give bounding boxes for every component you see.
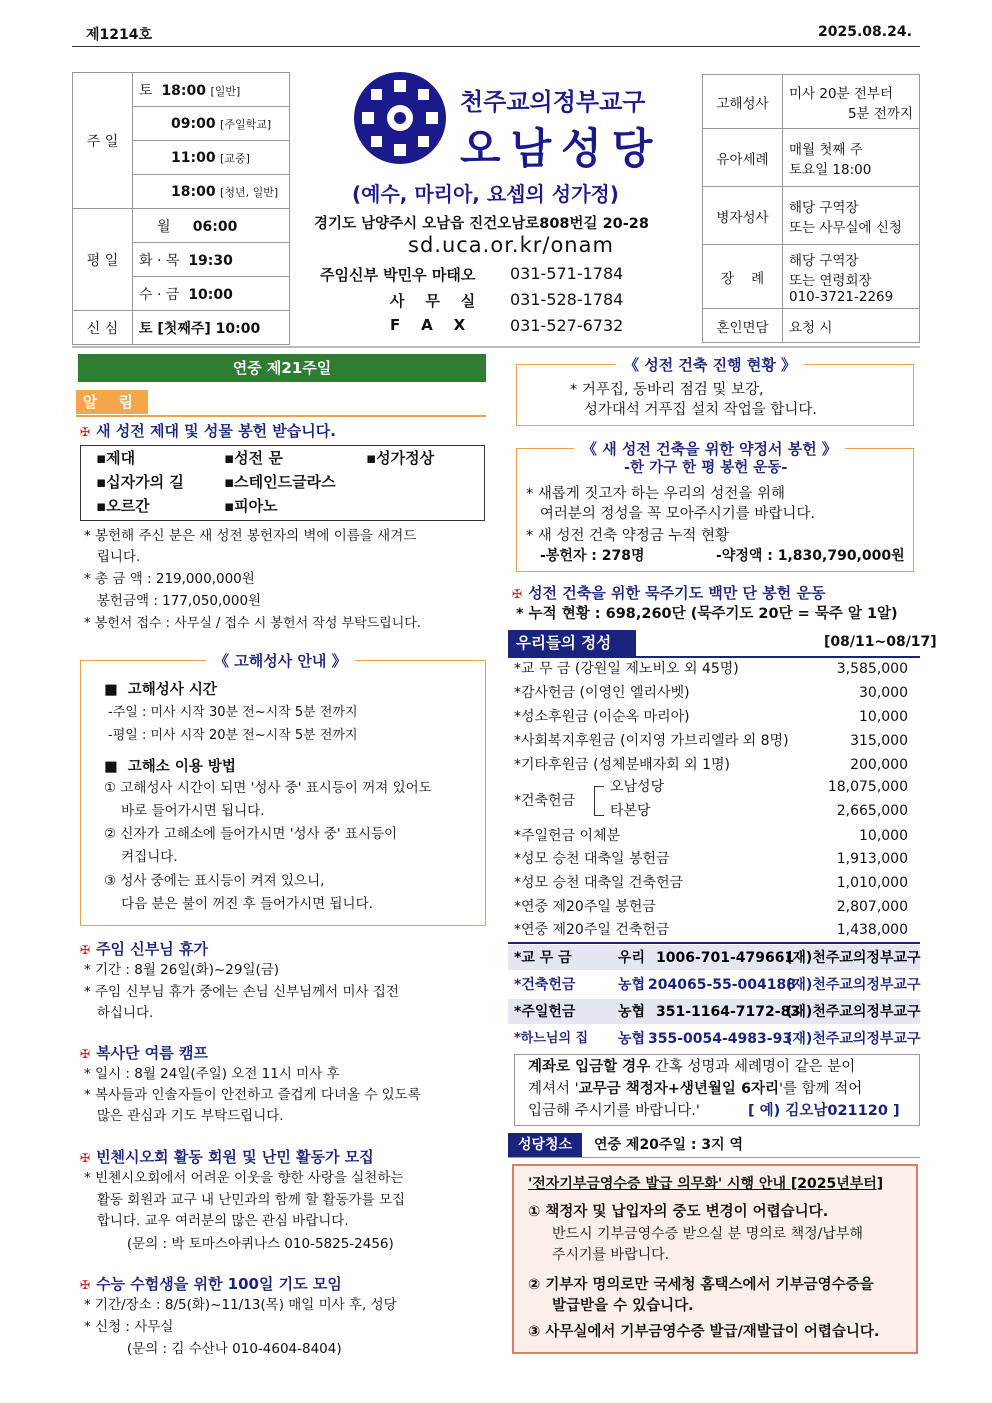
sacrament-value: 또는 연령회장 (789, 272, 872, 289)
sacrament-value: 해당 구역장 (789, 199, 859, 216)
confession-time: -평일 : 미사 시작 20분 전~시작 5분 전까지 (108, 728, 358, 743)
confession-method: 켜집니다. (104, 849, 178, 865)
offering-amount: 18,075,000 (827, 779, 908, 795)
altar-note: 봉헌금액 : 177,050,000원 (84, 593, 262, 609)
sacrament-label: 혼인면담 (703, 309, 783, 343)
account-row (508, 944, 920, 970)
contact-label: F A X (390, 316, 466, 334)
camp-line: * 일시 : 8월 24일(주일) 오전 11시 미사 후 (84, 1066, 340, 1082)
mass-time: 19:30 (188, 252, 233, 269)
issue-date: 2025.08.24. (818, 24, 912, 40)
exam-line: * 기간/장소 : 8/5(화)~11/13(목) 매일 미사 후, 성당 (84, 1297, 397, 1313)
exam-line: (문의 : 김 수산나 010-4604-8404) (84, 1341, 342, 1357)
mass-time: 11:00 (171, 149, 216, 166)
offering-amount: 200,000 (850, 757, 908, 773)
sacrament-value: 미사 20분 전부터 (789, 85, 894, 102)
account-holder: (재)천주교의정부교구 (786, 950, 921, 966)
pledge-subtitle: -한 가구 한 평 봉헌 운동- (624, 460, 788, 476)
offering-row (514, 896, 908, 918)
issue-number: 제1214호 (86, 27, 153, 43)
mass-note: [주일학교] (220, 117, 272, 131)
exam-heading: ✠ 수능 수험생을 위한 100일 기도 모임 (80, 1275, 342, 1293)
offerings-period: [08/11~08/17] (824, 634, 937, 650)
confession-method: 바로 들어가시면 됩니다. (104, 803, 265, 819)
altar-note: * 봉헌서 접수 : 사무실 / 접수 시 봉헌서 작성 부탁드립니다. (84, 616, 421, 631)
deposit-note-line: 입금해 주시기를 바랍니다.' (528, 1103, 700, 1119)
offering-row (514, 658, 908, 680)
account-number: 355-0054-4983-93 (648, 1031, 793, 1047)
offering-amount: 1,913,000 (836, 851, 908, 867)
cross-icon: ✠ (512, 587, 523, 601)
altar-item: ▪오르간 (96, 497, 150, 515)
offering-row (514, 682, 908, 704)
offering-row (514, 754, 908, 776)
receipt-item-head: ① 책정자 및 납입자의 중도 변경이 어렵습니다. (528, 1204, 829, 1220)
altar-item: ▪피아노 (224, 497, 278, 515)
mass-note: [청년, 일반] (220, 185, 279, 199)
confession-method: 다음 분은 불이 꺼진 후 들어가시면 됩니다. (104, 896, 373, 912)
cross-icon: ✠ (80, 943, 91, 957)
account-number: 1006-701-479661 (656, 950, 795, 966)
sacrament-label: 병자성사 (703, 187, 783, 245)
confession-method-heading: ■ 고해소 이용 방법 (104, 759, 236, 775)
header-rule (72, 46, 920, 47)
sinsim-time: 토 [첫째주] 10:00 (133, 311, 290, 345)
confession-time-heading: ■ 고해성사 시간 (104, 682, 217, 698)
offering-row (514, 872, 908, 894)
camp-heading: ✠ 복사단 여름 캠프 (80, 1044, 208, 1062)
offering-amount: 1,438,000 (836, 922, 908, 938)
confession-time: -주일 : 미사 시작 30분 전~시작 5분 전까지 (108, 705, 358, 720)
building-row (610, 800, 908, 822)
account-number: 204065-55-004188 (648, 977, 796, 993)
construction-line: * 거푸집, 동바리 점검 및 보강, (570, 382, 764, 398)
deposit-note-line: 계셔서 '교무금 책정자+생년월일 6자리'를 함께 적어 (528, 1081, 863, 1097)
parish-subtitle: (예수, 마리아, 요셉의 성가정) (352, 182, 619, 206)
vincent-line: 활동 회원과 교구 내 난민과의 함께 할 활동가를 모집 (84, 1192, 406, 1208)
pledge-amount: -약정액 : 1,830,790,000원 (716, 548, 905, 564)
altar-item: ▪스테인드글라스 (224, 473, 336, 491)
altar-item: ▪성가정상 (366, 449, 435, 467)
diocese-logo-icon (352, 70, 448, 166)
sacrament-value: 해당 구역장 (789, 252, 859, 269)
vacation-heading: ✠ 주임 신부님 휴가 (80, 940, 208, 958)
offering-label: *연중 제20주일 봉헌금 (514, 899, 656, 915)
account-type: *하느님의 집 (514, 1031, 589, 1046)
parish-url[interactable]: sd.uca.or.kr/onam (408, 233, 614, 257)
contact-value: 031-528-1784 (510, 290, 624, 309)
vincent-line: (문의 : 박 토마스아퀴나스 010-5825-2456) (84, 1236, 394, 1252)
cross-icon: ✠ (80, 1151, 91, 1165)
vincent-line: * 빈첸시오회에서 어려운 이웃을 향한 사랑을 실천하는 (84, 1170, 404, 1186)
building-row (610, 776, 908, 798)
diocese-name: 천주교의정부교구 (460, 88, 646, 116)
contact-value: 031-527-6732 (510, 316, 624, 335)
cross-icon: ✠ (80, 1047, 91, 1061)
mass-schedule-table (72, 72, 290, 345)
offering-row (514, 919, 908, 941)
offering-row (514, 706, 908, 728)
offering-row (514, 730, 908, 752)
mass-time: 18:00 (161, 82, 207, 99)
camp-line: * 복사들과 인솔자들이 안전하고 즐겁게 다녀올 수 있도록 (84, 1087, 421, 1103)
header-bottom-rule (72, 346, 920, 348)
cleaning-rule (508, 1157, 920, 1158)
pledge-line: 여러분의 정성을 꼭 모아주시기를 바랍니다. (526, 506, 815, 522)
confession-method: ② 신자가 고해소에 들어가시면 '성사 중' 표시등이 (104, 826, 398, 842)
building-label: *건축헌금 (514, 793, 576, 809)
vacation-line: 하십니다. (84, 1005, 154, 1021)
account-bank: 농협 (618, 1031, 646, 1047)
weekday-label: 평 일 (73, 209, 133, 311)
offering-label: *성소후원금 (이순옥 마리아) (514, 709, 690, 725)
sacrament-label: 유아세례 (703, 129, 783, 187)
offering-amount: 10,000 (859, 828, 908, 844)
account-type: *주일헌금 (514, 1004, 576, 1020)
cross-icon: ✠ (80, 1278, 91, 1292)
altar-heading: ✠ 새 성전 제대 및 성물 봉헌 받습니다. (80, 422, 336, 440)
deposit-example: [ 예) 김오남021120 ] (748, 1103, 900, 1119)
cross-icon: ✠ (80, 425, 91, 439)
account-type: *교 무 금 (514, 950, 572, 966)
account-holder: (재)천주교의정부교구 (786, 1004, 921, 1020)
sacrament-value: 토요일 18:00 (789, 161, 872, 178)
vacation-line: * 기간 : 8월 26일(화)~29일(금) (84, 962, 280, 978)
deposit-note-line: 계좌로 입금할 경우 간혹 성명과 세례명이 같은 분이 (528, 1059, 856, 1075)
account-holder: (재)천주교의정부교구 (786, 977, 921, 993)
sacrament-value: 5분 전까지 (847, 105, 913, 122)
offering-amount: 2,807,000 (836, 899, 908, 915)
mass-day: 수 · 금 (139, 286, 180, 303)
account-row (508, 971, 920, 997)
contact-label: 사 무 실 (390, 292, 476, 310)
offering-amount: 1,010,000 (836, 875, 908, 891)
receipt-item-body: 주시기를 바랍니다. (552, 1247, 670, 1263)
sunday-label: 주 일 (73, 73, 133, 209)
pledge-donors: -봉헌자 : 278명 (540, 548, 645, 564)
account-type: *건축헌금 (514, 977, 576, 993)
offering-label: *감사헌금 (이영인 엘리사벳) (514, 685, 690, 701)
mass-time: 10:00 (188, 286, 233, 303)
parish-address: 경기도 남양주시 오남읍 진건오남로808번길 20-28 (314, 216, 649, 232)
contact-value: 031-571-1784 (510, 264, 624, 283)
sacrament-value: 매월 첫째 주 (789, 141, 863, 158)
offering-label: *성모 승천 대축일 건축헌금 (514, 875, 684, 891)
contact-label: 주임신부 박민우 마태오 (320, 266, 476, 284)
offering-label: *주일헌금 이체분 (514, 828, 621, 844)
mass-time: 06:00 (192, 218, 238, 235)
offering-amount: 3,585,000 (836, 661, 908, 677)
sacrament-value: 또는 사무실에 신청 (789, 219, 902, 236)
receipt-item-body: 반드시 기부금영수증 받으실 분 명의로 책정/납부해 (552, 1226, 863, 1242)
mass-note: [일반] (210, 84, 241, 98)
altar-item: ▪십자가의 길 (96, 473, 184, 491)
account-number: 351-1164-7172-83 (656, 1004, 801, 1020)
offering-amount: 315,000 (850, 733, 908, 749)
offering-row (514, 848, 908, 870)
rosary-heading: ✠ 성전 건축을 위한 묵주기도 백만 단 봉헌 운동 (512, 584, 826, 602)
sacrament-value: 요청 시 (783, 309, 920, 343)
construction-line: 성가대석 거푸집 설치 작업을 합니다. (570, 402, 817, 418)
mass-day: 토 (139, 82, 153, 99)
exam-line: * 신청 : 사무실 (84, 1319, 174, 1335)
confession-title: 《 고해성사 안내 》 (206, 650, 355, 671)
cleaning-tag: 성당청소 (508, 1133, 582, 1157)
account-row (508, 1025, 920, 1051)
receipt-item-head: ② 기부자 명의로만 국세청 홈택스에서 기부금영수증을 (528, 1277, 874, 1293)
vincent-heading: ✠ 빈첸시오회 활동 회원 및 난민 활동가 모집 (80, 1148, 374, 1166)
offering-label: 오남성당 (610, 779, 665, 795)
offering-label: *사회복지후원금 (이지영 가브리엘라 외 8명) (514, 733, 789, 749)
offering-label: *기타후원금 (성체분배자회 외 1명) (514, 757, 730, 773)
pledge-line: * 새롭게 짓고자 하는 우리의 성전을 위해 (526, 486, 786, 502)
account-bank: 우리 (618, 950, 646, 966)
building-bracket (594, 786, 604, 816)
sacrament-label: 고해성사 (703, 75, 783, 129)
offering-label: *연중 제20주일 건축헌금 (514, 922, 670, 938)
altar-item: ▪성전 문 (224, 449, 283, 467)
notice-rule (76, 415, 486, 417)
sacraments-table (702, 74, 920, 343)
offerings-title: 우리들의 정성 (508, 630, 636, 656)
cleaning-text: 연중 제20주일 : 3지 역 (594, 1137, 743, 1153)
vincent-line: 합니다. 교우 여러분의 많은 관심 바랍니다. (84, 1213, 349, 1229)
account-bank: 농협 (618, 977, 646, 993)
mass-day: 월 (157, 218, 171, 235)
altar-note: 립니다. (84, 549, 141, 565)
mass-note: [교중] (220, 151, 250, 165)
pledge-line: * 새 성전 건축 약정금 누적 현황 (526, 528, 729, 544)
sinsim-label: 신 심 (73, 311, 133, 345)
confession-method: ① 고해성사 시간이 되면 '성사 중' 표시등이 꺼져 있어도 (104, 780, 432, 796)
sacrament-label: 장 례 (703, 245, 783, 309)
mass-day: 화 · 목 (139, 252, 180, 269)
offering-amount: 30,000 (859, 685, 908, 701)
account-bank: 농협 (618, 1004, 646, 1020)
offering-label: 타본당 (610, 803, 651, 819)
offering-row (514, 825, 908, 847)
sacrament-value: 010-3721-2269 (789, 288, 894, 305)
account-row (508, 998, 920, 1024)
altar-note: * 총 금 액 : 219,000,000원 (84, 571, 255, 587)
offering-amount: 10,000 (859, 709, 908, 725)
altar-item: ▪제대 (96, 449, 136, 467)
construction-title: 《 성전 건축 진행 현황 》 (616, 354, 804, 375)
vacation-line: * 주임 신부님 휴가 중에는 손님 신부님께서 미사 집전 (84, 984, 399, 1000)
confession-method: ③ 성사 중에는 표시등이 켜져 있으니, (104, 873, 325, 889)
altar-note: * 봉헌해 주신 분은 새 성전 봉헌자의 벽에 이름을 새겨드 (84, 528, 417, 544)
parish-name: 오남성당 (460, 124, 663, 173)
account-holder: (재)천주교의정부교구 (786, 1031, 921, 1047)
week-title: 연중 제21주일 (78, 354, 486, 382)
mass-time: 18:00 (171, 183, 216, 200)
offering-label: *성모 승천 대축일 봉헌금 (514, 851, 670, 867)
mass-time: 09:00 (171, 115, 216, 132)
receipt-item-body: 발급받을 수 있습니다. (552, 1298, 694, 1314)
receipt-item-head: ③ 사무실에서 기부금영수증 발급/재발급이 어렵습니다. (528, 1324, 880, 1340)
receipt-title: '전자기부금영수증 발급 의무화' 시행 안내 [2025년부터] (528, 1176, 884, 1192)
camp-line: 많은 관심과 기도 부탁드립니다. (84, 1108, 284, 1124)
offering-amount: 2,665,000 (836, 803, 908, 819)
notice-tag: 알 림 (76, 390, 148, 414)
pledge-title: 《 새 성전 건축을 위한 약정서 봉헌 》 (574, 438, 845, 459)
rosary-line: * 누적 현황 : 698,260단 (묵주기도 20단 = 묵주 알 1알) (516, 606, 898, 622)
offering-label: *교 무 금 (강원일 제노비오 외 45명) (514, 661, 739, 677)
